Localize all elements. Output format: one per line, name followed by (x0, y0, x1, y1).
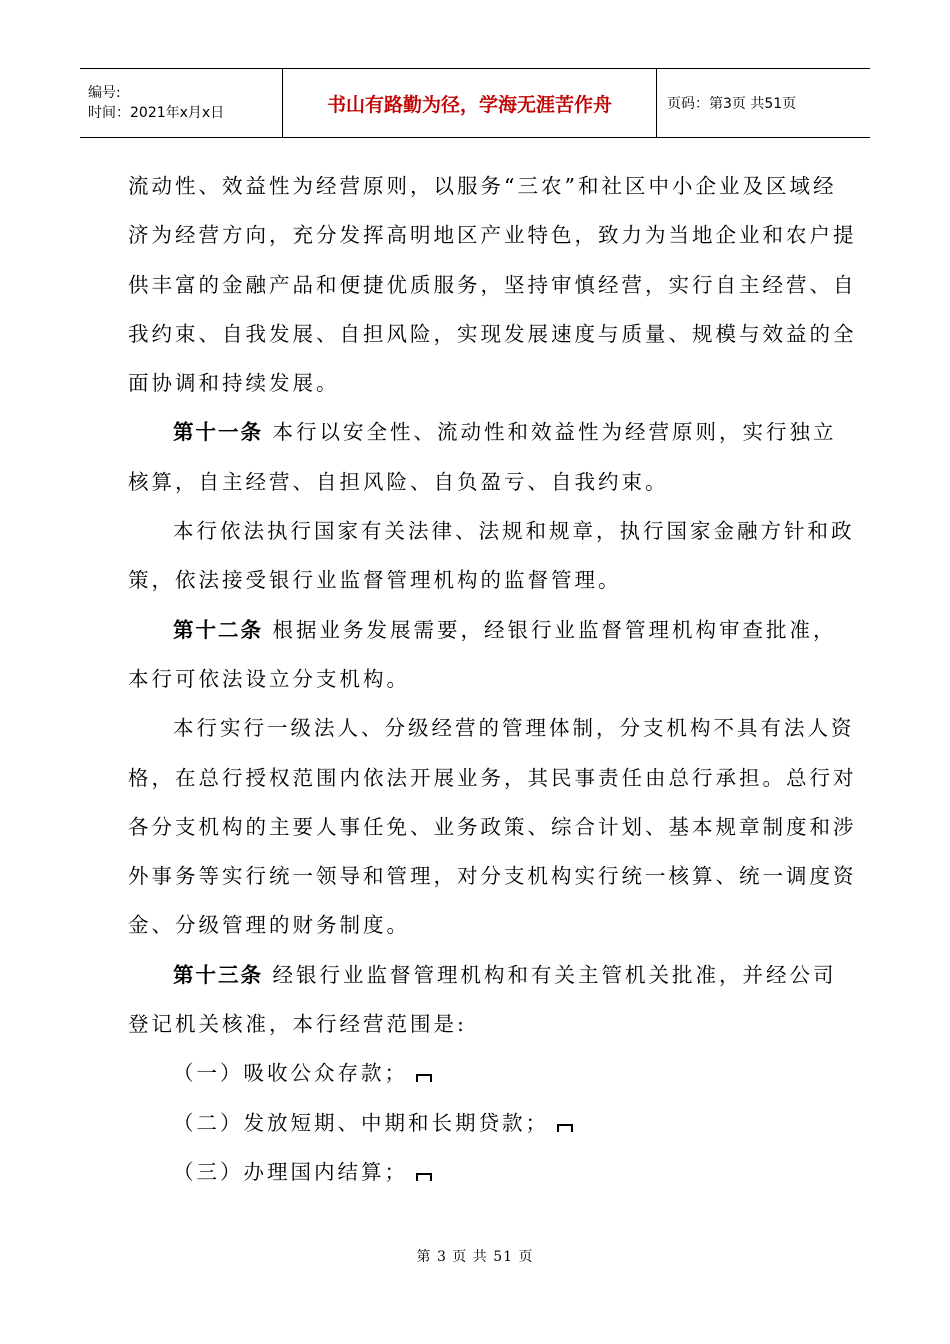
scope-item (128, 1099, 828, 1148)
footer-page-number: 第 3 页 共 51 页 (416, 1249, 534, 1265)
article-11-heading: 第十一条 (173, 420, 263, 445)
article-11-line2: 核算，自主经营、自担风险、自负盈亏、自我约束。 (128, 469, 669, 494)
page-header (80, 68, 870, 138)
header-page-code (657, 69, 870, 137)
article-12-para2-line: 金、分级管理的财务制度。 (128, 913, 410, 938)
article-11-para2-line1: 本行依法执行国家有关法律、法规和规章，执行国家金融方针和政 (173, 519, 855, 544)
body-line: 供丰富的金融产品和便捷优质服务，坚持审慎经营，实行自主经营、自 (128, 272, 857, 297)
body-line: 面协调和持续发展。 (128, 371, 340, 396)
article-12-heading: 第十二条 (173, 617, 263, 642)
document-body (128, 162, 857, 1197)
article-13-heading: 第十三条 (173, 962, 263, 987)
body-line: 流动性、效益性为经营原则，以服务“三农”和社区中小企业及区域经 (128, 174, 837, 198)
scope-item-text: （二）发放短期、中期和长期贷款； (173, 1110, 549, 1135)
article-12-para2-line: 各分支机构的主要人事任免、业务政策、综合计划、基本规章制度和涉 (128, 814, 857, 839)
article-12-line (128, 606, 837, 655)
scope-item (128, 1049, 828, 1098)
article-12-para2-line: 格，在总行授权范围内依法开展业务，其民事责任由总行承担。总行对 (128, 765, 857, 790)
article-13-line2: 登记机关核准，本行经营范围是: (128, 1012, 467, 1037)
paragraph-mark-icon (416, 1074, 432, 1082)
paragraph-mark-icon (416, 1173, 432, 1181)
article-11-text: 本行以安全性、流动性和效益性为经营原则，实行独立 (272, 420, 837, 445)
article-13-line (128, 951, 837, 1000)
body-line: 我约束、自我发展、自担风险，实现发展速度与质量、规模与效益的全 (128, 321, 857, 346)
paragraph-mark-icon (557, 1124, 573, 1132)
page-footer (0, 1246, 950, 1266)
scope-item-text: （三）办理国内结算； (173, 1159, 408, 1184)
page-code-text: 页码：第3页 共51页 (667, 96, 797, 112)
header-meta (80, 69, 283, 137)
article-12-line2: 本行可依法设立分支机构。 (128, 666, 410, 691)
scope-item-text: （一）吸收公众存款； (173, 1061, 408, 1086)
header-motto (283, 69, 657, 137)
document-date: 时间：2021年x月x日 (88, 105, 225, 121)
scope-item (128, 1148, 828, 1197)
article-12-para2-line: 本行实行一级法人、分级经营的管理体制，分支机构不具有法人资 (173, 716, 855, 741)
article-11-para2-line2: 策，依法接受银行业监督管理机构的监督管理。 (128, 568, 622, 593)
article-12-text: 根据业务发展需要，经银行业监督管理机构审查批准， (272, 617, 837, 642)
body-line: 济为经营方向，充分发挥高明地区产业特色，致力为当地企业和农户提 (128, 223, 857, 248)
article-11-line (128, 408, 837, 457)
article-12-para2-line: 外事务等实行统一领导和管理，对分支机构实行统一核算、统一调度资 (128, 864, 857, 889)
document-number-label: 编号: (88, 85, 121, 101)
article-13-text: 经银行业监督管理机构和有关主管机关批准，并经公司 (272, 962, 837, 987)
motto-text: 书山有路勤为径，学海无涯苦作舟 (326, 93, 612, 116)
